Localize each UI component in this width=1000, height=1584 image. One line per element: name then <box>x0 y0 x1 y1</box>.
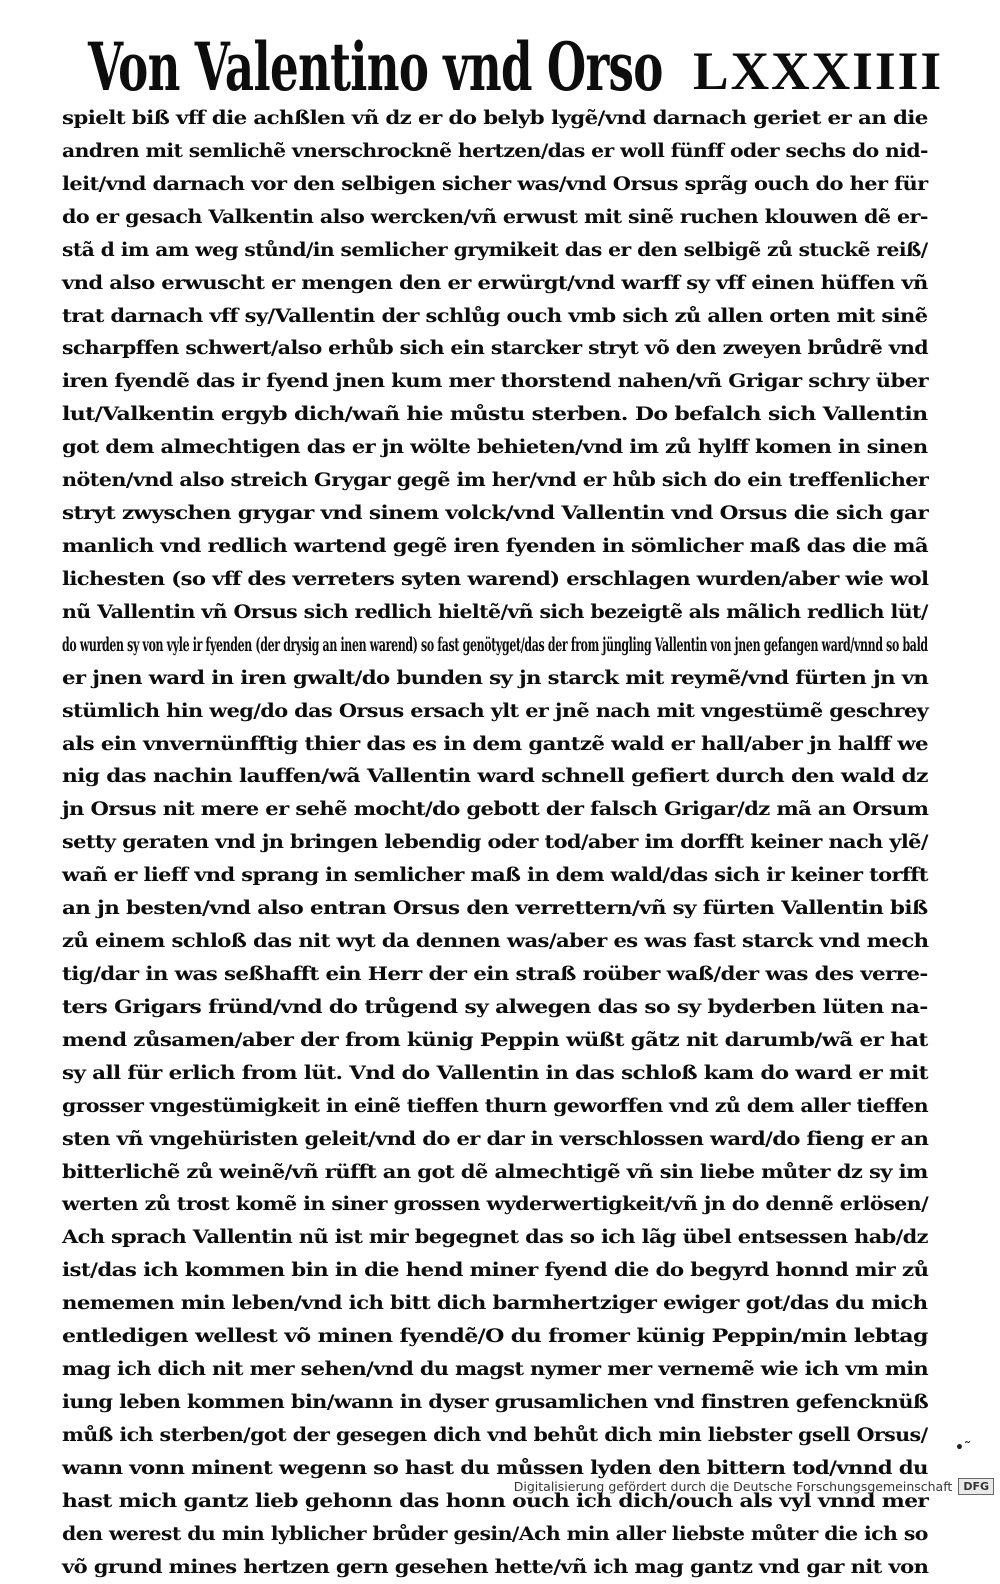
text-line: grosser vngestümigkeit in einẽ tieffen thurn geworffen vnd zů dem aller tieffen <box>62 1094 929 1117</box>
text-line: võ grund mines hertzen gern gesehen hette/vñ ich mag gantz vnd gar nit von <box>62 1555 929 1578</box>
text-line: stã d im am weg stůnd/in semlicher grymikeit das er den selbigẽ zů stuckẽ reiß/ <box>62 238 928 261</box>
text-line: iung leben kommen bin/wann in dyser grusamlichen vnd finstren gefencknüß <box>62 1390 929 1413</box>
text-line: leit/vnd darnach vor den selbigen sicher was/vnd Orsus sprãg ouch do her für <box>62 172 928 195</box>
text-line: mag ich dich nit mer sehen/vnd du magst nymer mer vernemẽ wie ich vm min <box>62 1358 929 1381</box>
text-line: nememen min leben/vnd ich bitt dich barmhertziger ewiger got/das du mich <box>62 1292 928 1315</box>
text-line: trat darnach vff sy/Vallentin der schlůg ouch vmb sich zů allen orten mit sinẽ <box>62 304 928 327</box>
text-line: den werest du min lyblicher brůder gesin/Ach min aller liebste můter die ich so <box>62 1522 928 1545</box>
text-line: als ein vnvernünfftig thier das es in dem gantzẽ wald er hall/aber jn halff we <box>62 732 928 755</box>
running-title: Von Valentino vnd Orso <box>88 28 663 106</box>
text-line: tig/dar in was seßhafft ein Herr der ein straß roüber waß/der was des verre- <box>62 962 928 985</box>
text-line: do wurden sy von vyle ir fyenden (der drysig an inen warend) so fast genötyget/das der from jüngling Vallentin von jnen gefangen ward/vnnd so bald <box>62 633 928 656</box>
text-line: sten vñ vngehüristen geleit/vnd do er dar in verschlossen ward/do fieng er an <box>62 1127 929 1150</box>
text-line: do er gesach Valkentin also wercken/vñ erwust mit sinẽ ruchen klouwen dẽ er- <box>62 205 928 228</box>
body-text <box>62 102 928 1583</box>
text-line: nöten/vnd also streich Grygar gegẽ im her/vnd er hůb sich do ein treffenlicher <box>62 469 929 492</box>
text-line: lichesten (so vff des verreters syten warend) erschlagen wurden/aber wie wol <box>62 567 929 590</box>
text-line: an jn besten/vnd also entran Orsus den verrettern/vñ sy fürten Vallentin biß <box>62 897 928 920</box>
text-line: nũ Vallentin vñ Orsus sich redlich hieltẽ/vñ sich bezeigtẽ als mãlich redlich lüt/ <box>62 600 928 623</box>
text-line: vnd also erwuscht er mengen den er erwürgt/vnd warff sy vff einen hüffen vñ <box>62 271 928 294</box>
text-line: er jnen ward in iren gwalt/do bunden sy jn starck mit reymẽ/vnd fürten jn vn <box>62 666 929 689</box>
folio-number: LXXXIIII <box>693 41 944 101</box>
text-line: sy all für erlich from lüt. Vnd do Vallentin in das schloß kam do ward er mit <box>62 1061 928 1084</box>
credit-text: Digitalisierung gefördert durch die Deutsche Forschungsgemeinschaft <box>513 1478 953 1494</box>
text-line: můß ich sterben/got der gesegen dich vnd behůt dich min liebster gsell Orsus/ <box>62 1423 928 1446</box>
text-line: zů einem schloß das nit wyt da dennen was/aber es was fast starck vnd mech <box>62 930 929 953</box>
text-line: got dem almechtigen das er jn wölte behieten/vnd im zů hylff komen in sinen <box>62 436 928 459</box>
text-line: ist/das ich kommen bin in die hend miner fyend die do begyrd honnd mir zů <box>62 1259 929 1282</box>
text-line: iren fyendẽ das ir fyend jnen kum mer thorstend nahen/vñ Grigar schry über <box>62 370 929 393</box>
text-line: nig das nachin lauffen/wã Vallentin ward schnell gefiert durch den wald dz <box>62 765 928 788</box>
text-line: stryt zwyschen grygar vnd sinem volck/vnd Vallentin vnd Orsus die sich gar <box>62 502 929 525</box>
text-line: stümlich hin weg/do das Orsus ersach ylt er jnẽ nach mit vngestümẽ geschrey <box>62 699 929 722</box>
ink-speck: •˜ <box>955 1440 971 1456</box>
text-line: entledigen wellest võ minen fyendẽ/O du fromer künig Peppin/min lebtag <box>62 1325 928 1348</box>
text-line: bitterlichẽ zů weinẽ/vñ rüfft an got dẽ almechtigẽ vñ sin liebe můter dz sy im <box>62 1160 928 1183</box>
text-line: andren mit semlichẽ vnerschrocknẽ hertzen/das er woll fünff oder sechs do nid- <box>62 139 928 162</box>
dfg-logo: DFG <box>958 1478 994 1495</box>
text-line: wann vonn minent wegenn so hast du můssen lyden den bittern tod/vnnd du <box>62 1456 928 1479</box>
text-line: setty geraten vnd jn bringen lebendig oder tod/aber im dorfft keiner nach ylẽ/ <box>62 831 928 854</box>
text-line: lut/Valkentin ergyb dich/wañ hie můstu sterben. Do befalch sich Vallentin <box>62 403 928 426</box>
text-line: jn Orsus nit mere er sehẽ mocht/do gebott der falsch Grigar/dz mã an Orsum <box>62 798 929 821</box>
digitization-credit <box>514 1475 994 1497</box>
text-line: manlich vnd redlich wartend gegẽ iren fyenden in sömlicher maß das die mã <box>62 534 929 557</box>
text-line: wañ er lieff vnd sprang in semlicher maß in dem wald/das sich ir keiner torfft <box>62 864 928 887</box>
text-line: werten zů trost komẽ in siner grossen wyderwertigkeit/vñ jn do dennẽ erlösen/ <box>62 1193 929 1216</box>
text-line: spielt biß vff die achßlen vñ dz er do belyb lygẽ/vnd darnach geriet er an die <box>62 107 928 129</box>
text-line: hast mich gantz lieb gehonn das honn ouch ich dich/ouch als vyl vnnd mer <box>62 1489 929 1512</box>
text-line: ters Grigars fründ/vnd do trůgend sy alwegen das so sy byderben lüten na- <box>62 995 928 1018</box>
text-line: scharpffen schwert/also erhůb sich ein starcker stryt võ den zweyen brůdrẽ vnd <box>62 337 929 360</box>
text-line: mend zůsamen/aber der from künig Peppin wüßt gãtz nit darumb/wã er hat <box>62 1028 928 1051</box>
text-line: Ach sprach Vallentin nũ ist mir begegnet das so ich lãg übel entsessen hab/dz <box>62 1226 928 1249</box>
